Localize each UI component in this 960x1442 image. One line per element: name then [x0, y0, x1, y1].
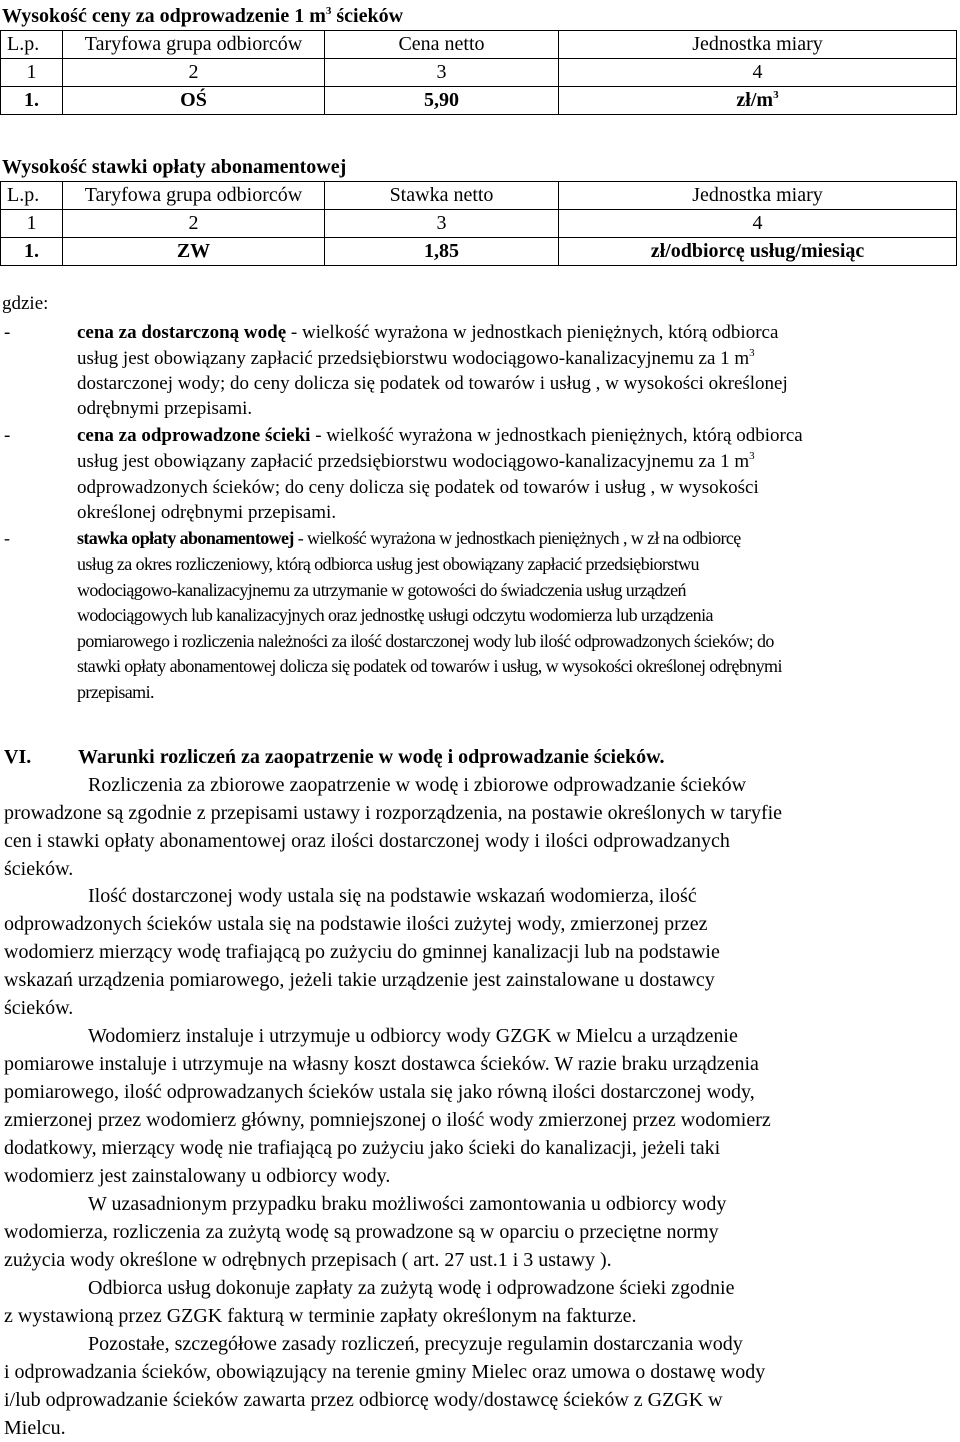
definition-line: przepisami. — [77, 682, 154, 702]
header-cell: Taryfowa grupa odbiorców — [63, 31, 325, 59]
header-cell: Stawka netto — [325, 182, 559, 210]
definition-line: określonej odrębnymi przepisami. — [77, 502, 337, 523]
bullet-dash: - — [4, 425, 11, 446]
number-cell: 4 — [559, 210, 957, 238]
definition-line: cena za odprowadzone ścieki - wielkość wyrażona w jednostkach pieniężnych, którą odbiorca — [77, 425, 803, 446]
body-line: Mielcu. — [4, 1417, 66, 1439]
bullet-dash: - — [4, 528, 10, 548]
definition-line: odprowadzonych ścieków; do ceny dolicza się podatek od towarów i usług , w wysokości — [77, 477, 759, 498]
header-cell: L.p. — [1, 182, 63, 210]
body-line: Wodomierz instaluje i utrzymuje u odbiorcy wody GZGK w Mielcu a urządzenie — [88, 1025, 738, 1047]
section-title: Warunki rozliczeń za zaopatrzenie w wodę i odprowadzanie ścieków. — [78, 746, 665, 768]
body-line: i odprowadzania ścieków, obowiązujący na terenie gminy Mielec oraz umowa o dostawę wody — [4, 1361, 766, 1383]
number-cell: 3 — [325, 210, 559, 238]
row-value: 1,85 — [325, 238, 559, 266]
body-line: ścieków. — [4, 858, 74, 880]
table1-title: Wysokość ceny za odprowadzenie 1 $m^3$ ścieków — [2, 5, 404, 27]
body-line: Rozliczenia za zbiorowe zaopatrzenie w wodę i zbiorowe odprowadzanie ścieków — [88, 774, 747, 796]
number-cell: 1 — [1, 210, 63, 238]
body-line: Ilość dostarczonej wody ustala się na podstawie wskazań wodomierza, ilość — [88, 885, 697, 907]
table-header-row — [1, 182, 957, 210]
row-value: 5,90 — [325, 87, 559, 115]
body-line: pomiarowe instaluje i utrzymuje na własny koszt dostawca ścieków. W razie braku urządzenia — [4, 1053, 759, 1075]
number-cell: 2 — [63, 59, 325, 87]
header-cell: Cena netto — [325, 31, 559, 59]
body-line: pomiarowego, ilość odprowadzanych ścieków ustala się jako równą ilości dostarczonej wody, — [4, 1081, 755, 1103]
body-line: Odbiorca usług dokonuje zapłaty za zużytą wodę i odprowadzone ścieki zgodnie — [88, 1277, 735, 1299]
fee-table — [0, 181, 957, 266]
body-line: odprowadzonych ścieków ustala się na podstawie ilości zużytej wody, zmierzonej przez — [4, 913, 708, 935]
definition-line: usług za okres rozliczeniowy, którą odbiorca usług jest obowiązany zapłacić przedsiębiorstwu — [77, 554, 699, 574]
definition-line: usług jest obowiązany zapłacić przedsiębiorstwu wodociągowo-kanalizacyjnemu za 1 $m^3$ — [77, 347, 755, 369]
table-number-row — [1, 59, 957, 87]
definition-line: stawka opłaty abonamentowej - wielkość wyrażona w jednostkach pieniężnych , w zł na odbiorcę — [77, 528, 741, 548]
body-line: ścieków. — [4, 997, 74, 1019]
table-row — [1, 87, 957, 115]
body-line: zmierzonej przez wodomierz główny, pomniejszonej o ilość wody zmierzonej przez wodomierz — [4, 1109, 771, 1131]
definition-line: odrębnymi przepisami. — [77, 398, 253, 419]
definition-line: wodociągowych lub kanalizacyjnych oraz jednostkę usługi odczytu wodomierza lub urządzenia — [77, 605, 713, 625]
body-line: i/lub odprowadzanie ścieków zawarta przez odbiorcę wody/dostawcę ścieków z GZGK w — [4, 1389, 723, 1411]
body-line: cen i stawki opłaty abonamentowej oraz ilości dostarczonej wody i ilości odprowadzanych — [4, 830, 730, 852]
definition-line: stawki opłaty abonamentowej dolicza się podatek od towarów i usług, w wysokości określonej odrębnymi — [77, 656, 782, 676]
number-cell: 4 — [559, 59, 957, 87]
body-line: zużycia wody określone w odrębnych przepisach ( art. 27 ust.1 i 3 ustawy ). — [4, 1249, 612, 1271]
table-row — [1, 238, 957, 266]
body-line: W uzasadnionym przypadku braku możliwości zamontowania u odbiorcy wody — [88, 1193, 727, 1215]
row-group: OŚ — [63, 87, 325, 115]
row-unit: zł/odbiorcę usług/miesiąc — [559, 238, 957, 266]
row-group: ZW — [63, 238, 325, 266]
body-line: z wystawioną przez GZGK fakturą w terminie zapłaty określonym na fakturze. — [4, 1305, 637, 1327]
bullet-dash: - — [4, 322, 11, 343]
row-lp: 1. — [1, 238, 63, 266]
section-number: VI. — [4, 746, 32, 768]
row-unit: $zł/m^3$ — [559, 87, 957, 115]
body-line: wodomierz jest zainstalowany u odbiorcy wody. — [4, 1165, 391, 1187]
body-line: prowadzone są zgodnie z przepisami ustawy i rozporządzenia, na postawie określonych w taryfie — [4, 802, 783, 824]
header-cell: L.p. — [1, 31, 63, 59]
definition-line: dostarczonej wody; do ceny dolicza się podatek od towarów i usług , w wysokości określonej — [77, 373, 788, 394]
body-line: dodatkowy, mierzący wodę nie trafiającą po zużyciu jako ścieki do kanalizacji, jeżeli taki — [4, 1137, 721, 1159]
number-cell: 1 — [1, 59, 63, 87]
definition-line: cena za dostarczoną wodę - wielkość wyrażona w jednostkach pieniężnych, którą odbiorca — [77, 322, 779, 343]
number-cell: 3 — [325, 59, 559, 87]
table-number-row — [1, 210, 957, 238]
body-line: Pozostałe, szczegółowe zasady rozliczeń, precyzuje regulamin dostarczania wody — [88, 1333, 743, 1355]
header-cell: Jednostka miary — [559, 182, 957, 210]
price-table — [0, 30, 957, 115]
body-line: wskazań urządzenia pomiarowego, jeżeli takie urządzenie jest zainstalowane u dostawcy — [4, 969, 715, 991]
table-header-row — [1, 31, 957, 59]
body-line: wodomierza, rozliczenia za zużytą wodę są prowadzone są w oparciu o przeciętne normy — [4, 1221, 719, 1243]
definition-line: usług jest obowiązany zapłacić przedsiębiorstwu wodociągowo-kanalizacyjnemu za 1 $m^3$ — [77, 450, 755, 472]
header-cell: Taryfowa grupa odbiorców — [63, 182, 325, 210]
definitions-intro: gdzie: — [2, 293, 49, 314]
number-cell: 2 — [63, 210, 325, 238]
table2-title: Wysokość stawki opłaty abonamentowej — [2, 156, 347, 178]
body-line: wodomierz mierzący wodę trafiającą po zużyciu do gminnej kanalizacji lub na podstawie — [4, 941, 720, 963]
row-lp: 1. — [1, 87, 63, 115]
header-cell: Jednostka miary — [559, 31, 957, 59]
definition-line: pomiarowego i rozliczenia należności za ilość dostarczonej wody lub ilość odprowadzonych ścieków; do — [77, 631, 774, 651]
definition-line: wodociągowo-kanalizacyjnemu za utrzymanie w gotowości do świadczenia usług urządzeń — [77, 580, 686, 600]
